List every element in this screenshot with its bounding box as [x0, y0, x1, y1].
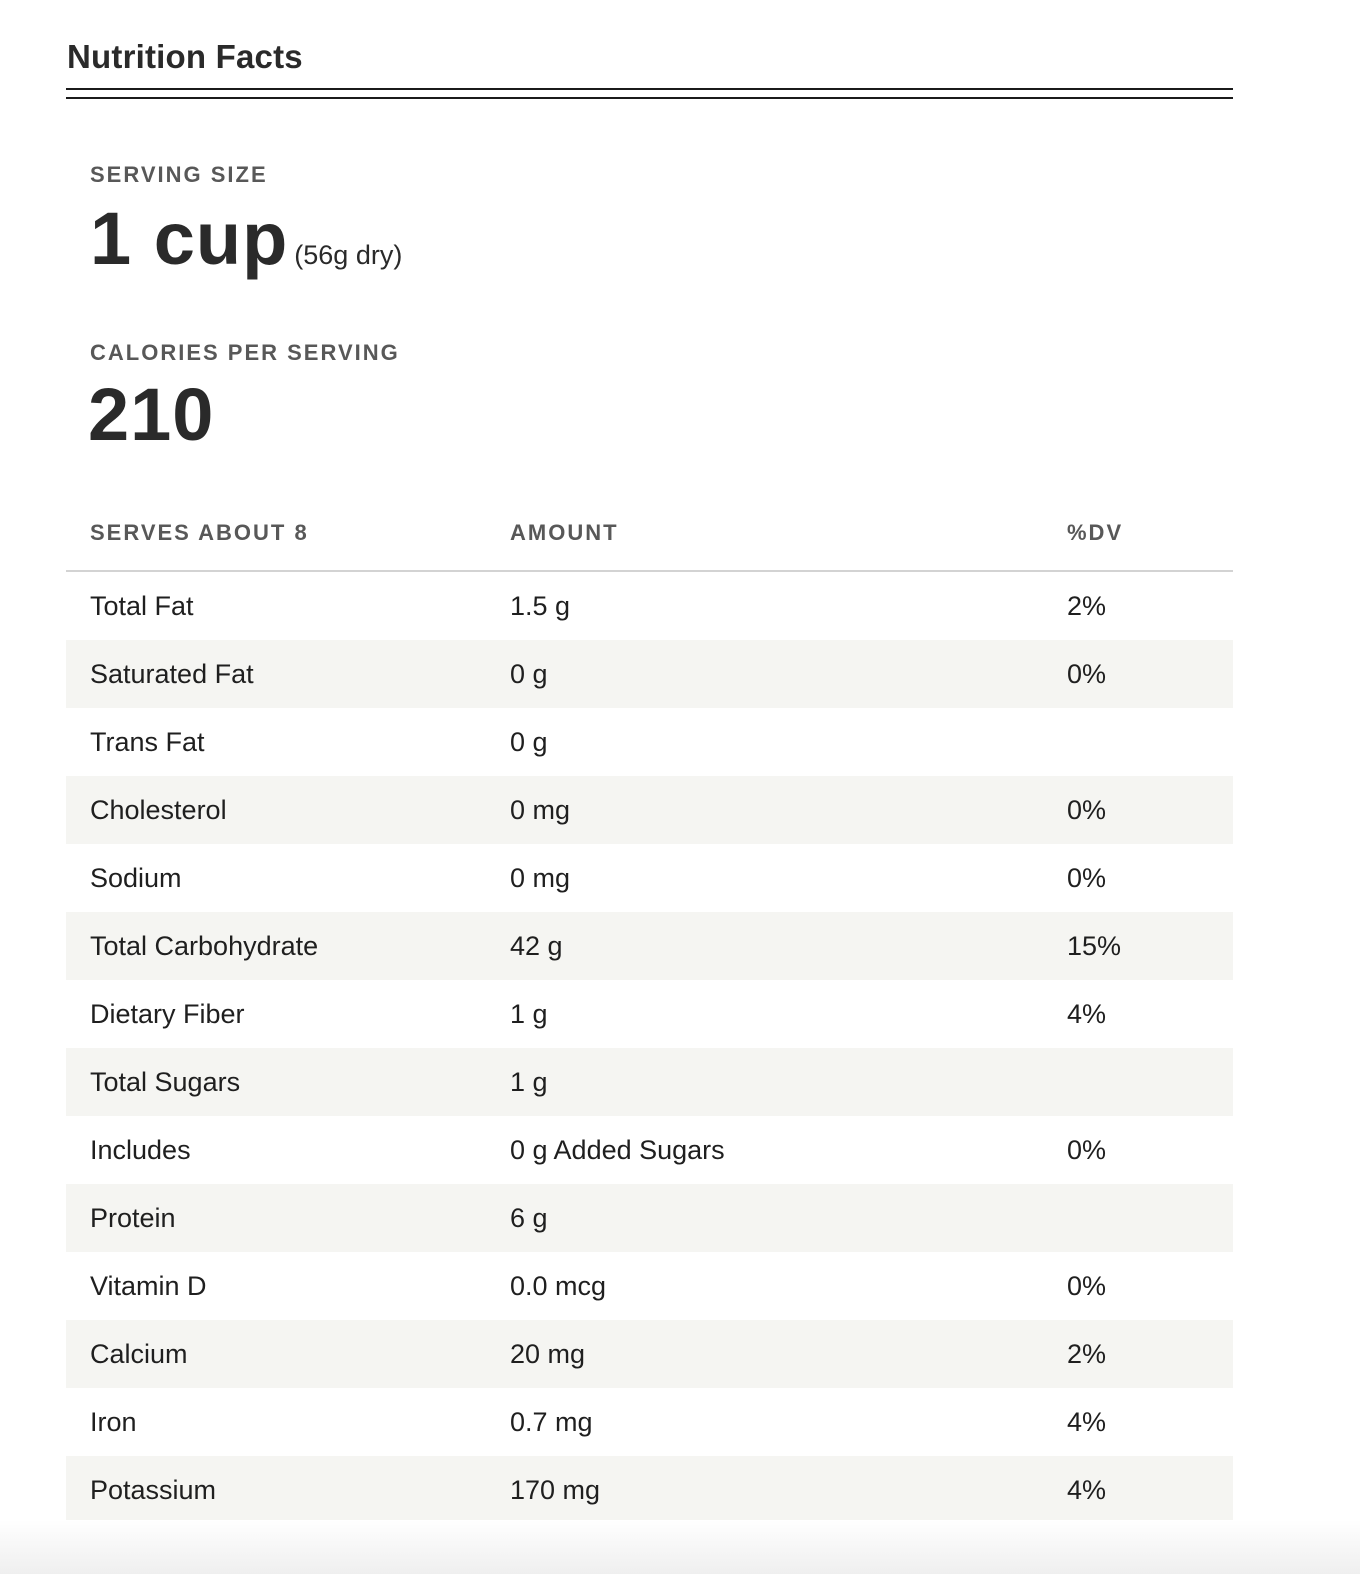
nutrient-name: Potassium	[90, 1475, 217, 1505]
nutrient-name: Calcium	[90, 1339, 188, 1369]
table-row	[66, 1184, 1233, 1252]
table-row	[66, 844, 1233, 912]
nutrient-name: Total Carbohydrate	[90, 931, 319, 961]
table-row	[66, 1116, 1233, 1184]
nutrient-dv: 4%	[1067, 1475, 1107, 1505]
serving-detail: (56g dry)	[294, 240, 403, 270]
nutrient-amount: 42 g	[510, 931, 563, 961]
table-row	[66, 980, 1233, 1048]
nutrient-name: Total Sugars	[90, 1067, 241, 1097]
calories-value: 210	[88, 373, 215, 456]
table-row	[66, 572, 1233, 640]
header-amount: AMOUNT	[510, 520, 619, 545]
table-row	[66, 1252, 1233, 1320]
nutrient-amount: 1 g	[510, 1067, 548, 1097]
nutrient-name: Dietary Fiber	[90, 999, 245, 1029]
nutrition-facts-title: Nutrition Facts	[67, 38, 303, 75]
table-row	[66, 708, 1233, 776]
table-row	[66, 776, 1233, 844]
nutrient-amount: 1 g	[510, 999, 548, 1029]
nutrient-amount: 170 mg	[510, 1475, 601, 1505]
nutrient-amount: 0 g	[510, 727, 548, 757]
nutrient-dv: 0%	[1067, 795, 1107, 825]
nutrient-amount: 0 g Added Sugars	[510, 1135, 725, 1165]
nutrient-amount: 6 g	[510, 1203, 548, 1233]
serving-size-label: SERVING SIZE	[90, 162, 268, 187]
nutrient-name: Vitamin D	[90, 1271, 207, 1301]
nutrient-name: Includes	[90, 1135, 191, 1165]
nutrient-amount: 1.5 g	[510, 591, 571, 621]
nutrient-name: Cholesterol	[90, 795, 227, 825]
nutrient-name: Total Fat	[90, 591, 194, 621]
nutrient-dv: 0%	[1067, 1135, 1107, 1165]
header-dv: %DV	[1067, 520, 1124, 545]
nutrient-amount: 0 g	[510, 659, 548, 689]
nutrient-name: Saturated Fat	[90, 659, 254, 689]
table-row	[66, 1320, 1233, 1388]
nutrient-amount: 0 mg	[510, 863, 571, 893]
serving-amount: 1 cup	[90, 197, 289, 280]
table-row	[66, 912, 1233, 980]
table-row	[66, 1456, 1233, 1524]
nutrient-name: Trans Fat	[90, 727, 205, 757]
nutrient-dv: 0%	[1067, 1271, 1107, 1301]
nutrient-dv: 4%	[1067, 999, 1107, 1029]
nutrient-dv: 0%	[1067, 659, 1107, 689]
nutrient-name: Iron	[90, 1407, 137, 1437]
nutrient-amount: 0.0 mcg	[510, 1271, 607, 1301]
table-row	[66, 1048, 1233, 1116]
table-row	[66, 1388, 1233, 1456]
calories-label: CALORIES PER SERVING	[90, 340, 400, 365]
nutrient-dv: 4%	[1067, 1407, 1107, 1437]
title-rule-top	[66, 88, 1233, 90]
nutrient-amount: 0.7 mg	[510, 1407, 593, 1437]
bottom-edge	[0, 1520, 1360, 1574]
table-row	[66, 640, 1233, 708]
title-rule-bottom	[66, 97, 1233, 99]
nutrient-dv: 0%	[1067, 863, 1107, 893]
nutrient-name: Protein	[90, 1203, 176, 1233]
nutrient-table	[66, 500, 1233, 1524]
nutrient-amount: 20 mg	[510, 1339, 586, 1369]
nutrient-table-header	[66, 500, 1233, 572]
nutrient-name: Sodium	[90, 863, 182, 893]
nutrient-dv: 2%	[1067, 591, 1107, 621]
header-serves: SERVES ABOUT 8	[90, 520, 309, 545]
nutrient-amount: 0 mg	[510, 795, 571, 825]
nutrient-table-body	[66, 572, 1233, 1524]
nutrient-dv: 2%	[1067, 1339, 1107, 1369]
nutrient-dv: 15%	[1067, 931, 1122, 961]
serving-size-value	[90, 196, 402, 281]
